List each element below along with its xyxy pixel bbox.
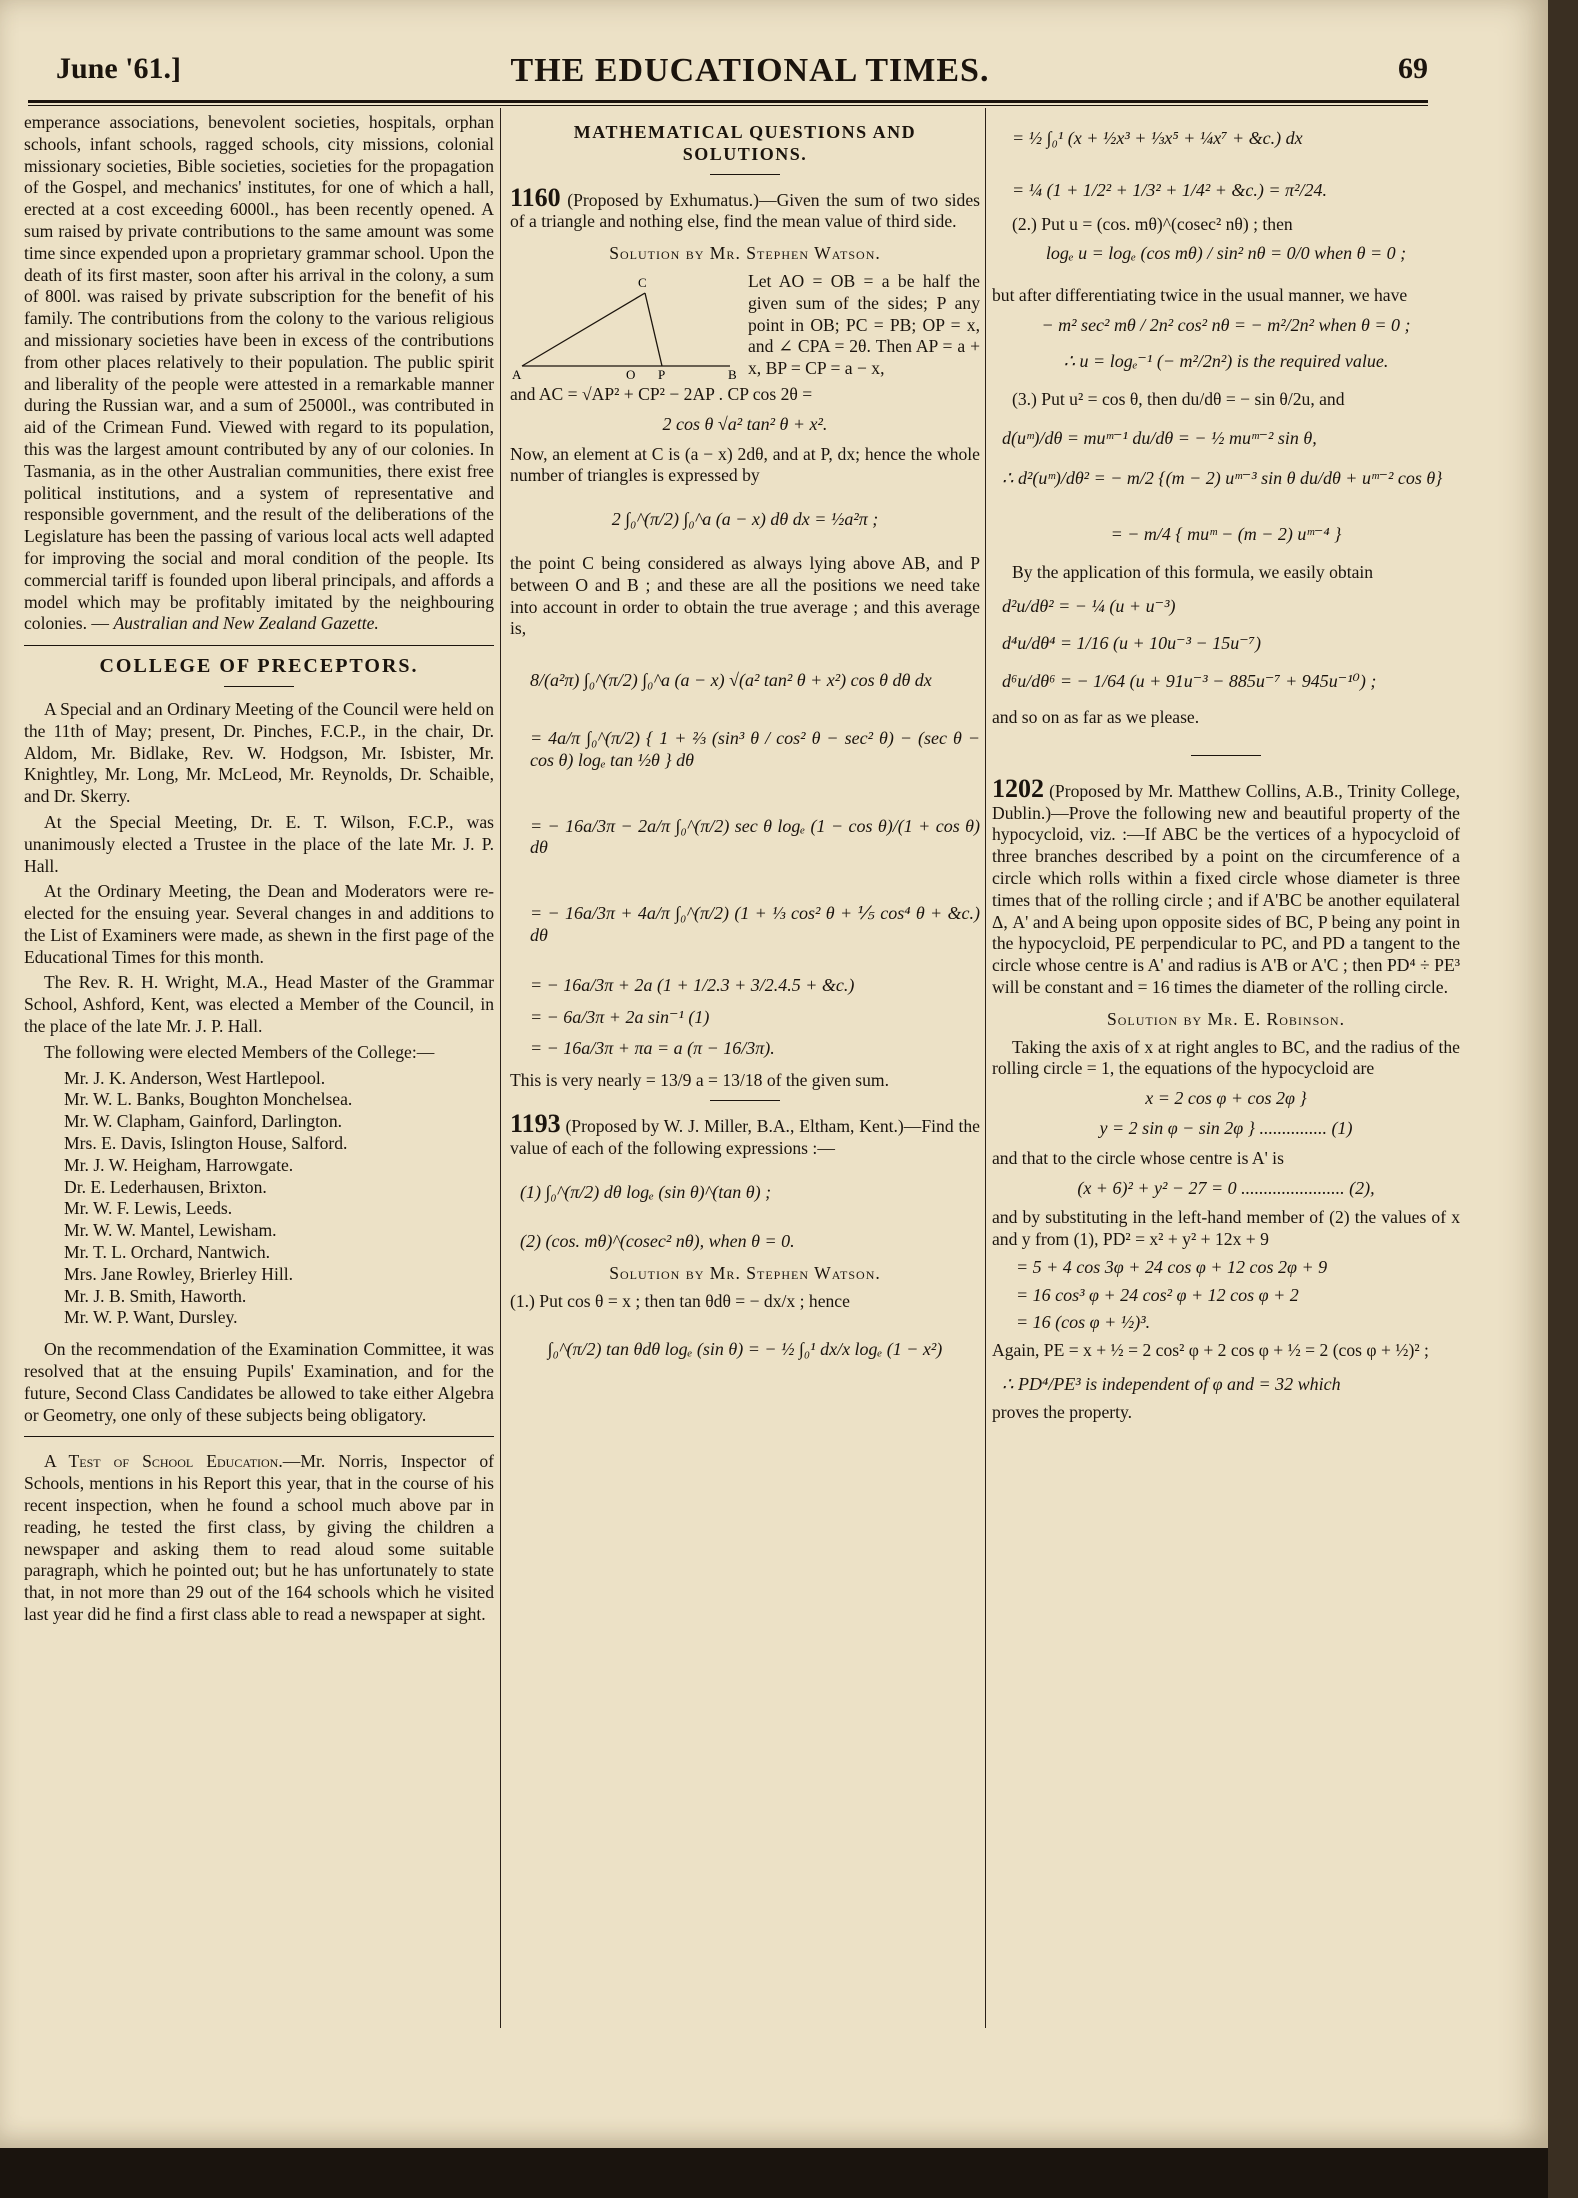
college-paragraph-4: The Rev. R. H. Wright, M.A., Head Master of the Grammar School, Ashford, Kent, was elected a Member of the Council, in the place of the late Mr. J. P. Hall. — [24, 972, 494, 1037]
equation: (1) ∫₀^(π/2) dθ logₑ (sin θ)^(tan θ) ; — [520, 1181, 772, 1202]
equation: = ¼ (1 + 1/2² + 1/3² + 1/4² + &c.) = π²/24. — [1012, 179, 1327, 200]
solution-text: and so on as far as we please. — [992, 706, 1200, 727]
college-paragraph-5: The following were elected Members of the College:— — [44, 1041, 435, 1062]
solution-text: (2.) Put u = (cos. mθ)^(cosec² nθ) ; then — [1012, 213, 1293, 234]
equation: = 16 cos³ φ + 24 cos² φ + 12 cos φ + 2 — [1016, 1284, 1299, 1305]
column-divider-2 — [985, 108, 986, 2028]
label-a: A — [512, 366, 522, 381]
solution-text: Taking the axis of x at right angles to BC, and the radius of the rolling circle = 1, the equations of the hypocycloid are — [992, 1036, 1460, 1079]
college-paragraph-1: A Special and an Ordinary Meeting of the Council were held on the 11th of May; present, Dr. Pinches, F.C.P., in the chair, Dr. Aldom, Mr. Bidlake, Rev. W. Hodgson, Mr. Isbister, Mr. Knightley, Mr. Long, Mr. McLeod, Mr. Reynolds, Dr. Schaible, and Dr. Skerry. — [24, 698, 494, 807]
equation: = − 6a/3π + 2a sin⁻¹ (1) — [530, 1006, 710, 1027]
equation: y = 2 sin φ − sin 2φ } ............... (1) — [1099, 1117, 1353, 1138]
solution-text: Now, an element at C is (a − x) 2dθ, and at P, dx; hence the whole number of triangles is expressed by — [510, 443, 980, 486]
page-number: 69 — [1398, 52, 1428, 85]
list-item: Mr. J. W. Heigham, Harrowgate. — [64, 1154, 294, 1175]
question-1160: 1160 (Proposed by Exhumatus.)—Given the sum of two sides of a triangle and nothing else, find the mean value of third side. — [510, 182, 981, 232]
equation: logₑ u = logₑ (cos mθ) / sin² nθ = 0/0 when θ = 0 ; — [1045, 243, 1407, 264]
equation: = 4a/π ∫₀^(π/2) { 1 + ⅔ (sin³ θ / cos² θ − sec² θ) − (sec θ − cos θ) logₑ tan ½θ } dθ — [530, 727, 980, 770]
label-c: C — [638, 274, 647, 290]
equation: = − m/4 { muᵐ − (m − 2) uᵐ⁻⁴ } — [1110, 523, 1342, 544]
page-edge-bottom — [0, 2148, 1548, 2198]
short-rule — [224, 686, 294, 687]
solution-text: Let AO = OB = a be half the given sum of the sides; P any point in OB; PC = PB; OP = x, and ∠ CPA = 2θ. Then AP = a + x, BP = CP = a − x, — [748, 270, 980, 379]
triangle-diagram — [510, 271, 740, 381]
column-divider-1 — [500, 108, 501, 2028]
solution-heading: Solution by Mr. Stephen Watson. — [609, 243, 881, 264]
equation: ∴ PD⁴/PE³ is independent of φ and = 32 which — [1002, 1374, 1341, 1395]
column-3 — [992, 112, 1460, 1428]
equation: = − 16a/3π − 2a/π ∫₀^(π/2) sec θ logₑ (1 − cos θ)/(1 + cos θ) dθ — [530, 815, 980, 858]
list-item: Mr. J. B. Smith, Haworth. — [64, 1285, 247, 1306]
solution-text: the point C being considered as always lying above AB, and P between O and B ; and these are all the positions we need take into account in order to obtain the true average ; and this average is, — [510, 552, 980, 639]
solution-text: and AC = √AP² + CP² − 2AP . CP cos 2θ = — [510, 383, 813, 404]
solution-text: By the application of this formula, we easily obtain — [1012, 561, 1374, 582]
solution-text: This is very nearly = 13/9 a = 13/18 of the given sum. — [510, 1070, 889, 1091]
list-item: Mr. W. Clapham, Gainford, Darlington. — [64, 1111, 343, 1132]
short-rule — [1191, 755, 1261, 756]
equation: 2 ∫₀^(π/2) ∫₀^a (a − x) dθ dx = ½a²π ; — [611, 509, 879, 530]
equation: 2 cos θ √a² tan² θ + x². — [662, 413, 828, 434]
equation: ∴ u = logₑ⁻¹ (− m²/2n²) is the required value. — [1063, 350, 1389, 371]
list-item: Mr. W. P. Want, Dursley. — [64, 1307, 238, 1328]
label-p: P — [658, 366, 666, 381]
solution-heading: Solution by Mr. Stephen Watson. — [609, 1263, 881, 1284]
list-item: Mr. W. L. Banks, Boughton Monchelsea. — [64, 1089, 353, 1110]
section-rule — [24, 645, 494, 646]
equation: d(uᵐ)/dθ = muᵐ⁻¹ du/dθ = − ½ muᵐ⁻² sin θ, — [1002, 428, 1317, 449]
header-rule — [28, 100, 1428, 103]
list-item: Dr. E. Lederhausen, Brixton. — [64, 1176, 267, 1197]
solution-text: and that to the circle whose centre is A' is — [992, 1147, 1284, 1168]
publication-title: THE EDUCATIONAL TIMES. — [510, 52, 990, 89]
equation: d⁶u/dθ⁶ = − 1/64 (u + 91u⁻³ − 885u⁻⁷ + 945u⁻¹⁰) ; — [1002, 671, 1377, 692]
equation: = − 16a/3π + 4a/π ∫₀^(π/2) (1 + ⅓ cos² θ + ⅕ cos⁴ θ + &c.) dθ — [530, 903, 980, 945]
list-item: Mr. J. K. Anderson, West Hartlepool. — [64, 1067, 326, 1088]
equation: d⁴u/dθ⁴ = 1/16 (u + 10u⁻³ − 15u⁻⁷) — [1002, 633, 1261, 654]
list-item: Mrs. Jane Rowley, Brierley Hill. — [64, 1263, 294, 1284]
label-o: O — [626, 366, 636, 381]
equation: = 5 + 4 cos 3φ + 24 cos φ + 12 cos 2φ + 9 — [1016, 1256, 1328, 1277]
equation: = − 16a/3π + 2a (1 + 1/2.3 + 3/2.4.5 + &c.) — [530, 974, 855, 995]
school-test-paragraph: A Test of School Education.—Mr. Norris, Inspector of Schools, mentions in his Report this year, that in the course of his recent inspection, when he found a school much above par in reading, he tested the first class, by giving the children a newspaper and asking them to read aloud some suitable paragraph, which he pointed out; but he has unfortunately to state that, in not more than 29 out of the 164 schools which he visited last year did he find a first class able to read a newspaper at sight. — [24, 1451, 494, 1624]
equation: = − 16a/3π + πa = a (π − 16/3π). — [530, 1038, 775, 1059]
equation: (2) (cos. mθ)^(cosec² nθ), when θ = 0. — [520, 1231, 795, 1252]
solution-text: (3.) Put u² = cos θ, then du/dθ = − sin θ/2u, and — [1012, 388, 1345, 409]
solution-text: (1.) Put cos θ = x ; then tan θdθ = − dx/x ; hence — [510, 1290, 850, 1311]
solution-text: Again, PE = x + ½ = 2 cos² φ + 2 cos φ + ½ = 2 (cos φ + ½)² ; — [992, 1340, 1429, 1361]
list-item: Mr. T. L. Orchard, Nantwich. — [64, 1242, 271, 1263]
member-list — [24, 1068, 494, 1330]
page-header — [50, 52, 1450, 92]
solution-text: and by substituting in the left-hand member of (2) the values of x and y from (1), PD² = x² + y² + 12x + 9 — [992, 1207, 1460, 1250]
issue-date: June '61.] — [56, 52, 182, 85]
equation: ∫₀^(π/2) tan θdθ logₑ (sin θ) = − ½ ∫₀¹ dx/x logₑ (1 − x²) — [547, 1338, 943, 1359]
equation: ∴ d²(uᵐ)/dθ² = − m/2 {(m − 2) uᵐ⁻³ sin θ du/dθ + uᵐ⁻² cos θ} — [1002, 468, 1443, 489]
solution-heading: Solution by Mr. E. Robinson. — [1106, 1008, 1346, 1029]
page-edge-right — [1548, 0, 1578, 2198]
equation: = 16 (cos φ + ½)³. — [1016, 1312, 1151, 1333]
header-rule-thin — [28, 105, 1428, 106]
equation: − m² sec² mθ / 2n² cos² nθ = − m²/2n² when θ = 0 ; — [1041, 314, 1411, 335]
section-rule — [24, 1436, 494, 1437]
short-rule — [710, 174, 780, 175]
question-1193: 1193 (Proposed by W. J. Miller, B.A., Eltham, Kent.)—Find the value of each of the following expressions :— — [510, 1108, 980, 1158]
list-item: Mr. W. W. Mantel, Lewisham. — [64, 1220, 277, 1241]
label-b: B — [728, 366, 737, 381]
solution-text: proves the property. — [992, 1401, 1133, 1422]
list-item: Mr. W. F. Lewis, Leeds. — [64, 1198, 233, 1219]
list-item: Mrs. E. Davis, Islington House, Salford. — [64, 1133, 348, 1154]
column-1 — [24, 112, 494, 1630]
equation: (x + 6)² + y² − 27 = 0 ....................... (2), — [1077, 1177, 1375, 1198]
solution-text: but after differentiating twice in the usual manner, we have — [992, 285, 1408, 306]
equation: x = 2 cos φ + cos 2φ } — [1145, 1088, 1307, 1109]
column-2 — [510, 112, 980, 1368]
college-paragraph-6: On the recommendation of the Examination Committee, it was resolved that at the ensuing Pupils' Examination, and for the future, Second Class Candidates be allowed to take either Algebra or Geometry, one only of these subjects being obligatory. — [24, 1339, 494, 1425]
gazette-paragraph: emperance associations, benevolent societies, hospitals, orphan schools, infant schools, ragged schools, city missions, colonial missionary societies, Bible societies, societies for the propagation of the Gospel, and mechanics' institutes, for one of which a hall, erected at a cost exceeding 6000l., has been recently opened. A sum raised by private contributions to the same amount was some time since expended upon a proprietary grammar school. Upon the death of its first master, soon after his arrival in the colony, a sum of 800l. was raised by private subscription for the benefit of his family. The contributions from the colony to the various religious and missionary societies have been in excess of the contributions from other places relatively to their population. The public spirit and liberality of the people were attested in a remarkable manner during the Russian war, and a sum of 25000l., was contributed in aid of the Crimean Fund. Viewed with regard to its population, this was the largest amount contributed by any of our colonies. In Tasmania, as in the other Australian communities, there exist free political institutions, and a system of representative and responsible government, and the result of the deliberations of the Legislature has been the passing of various local acts well adapted for improving the social and moral condition of the people. Its commercial tariff is founded upon liberal principals, and affords a model which may be profitably imitated by the neighbouring colonies. — Australian and New Zealand Gazette. — [24, 112, 494, 634]
college-heading: COLLEGE OF PRECEPTORS. — [99, 655, 419, 678]
college-paragraph-3: At the Ordinary Meeting, the Dean and Moderators were re-elected for the ensuing year. Several changes in and additions to the List of Examiners were made, as shewn in the first page of the Educational Times for this month. — [24, 881, 494, 967]
question-1202: 1202 (Proposed by Mr. Matthew Collins, A.B., Trinity College, Dublin.)—Prove the following new and beautiful property of the hypocycloid, viz. :—If ABC be the vertices of a hypocycloid of three branches described by a point on the circumference of a circle which rolls within a fixed circle whose diameter is three times that of the rolling circle ; and if A'BC be another equilateral Δ, A' and A being upon opposite sides of BC, P being any point in the hypocycloid, PE perpendicular to PC, and PD a tangent to the circle whose centre is A' and radius is A'B or A'C ; then PD⁴ ÷ PE³ will be constant and = 16 times the diameter of the rolling circle. — [992, 773, 1460, 997]
college-paragraph-2: At the Special Meeting, Dr. E. T. Wilson, F.C.P., was unanimously elected a Trustee in the place of the late Mr. J. P. Hall. — [24, 811, 494, 876]
equation: = ½ ∫₀¹ (x + ½x³ + ⅓x⁵ + ¼x⁷ + &c.) dx — [1012, 128, 1303, 148]
short-rule — [710, 1100, 780, 1101]
equation: 8/(a²π) ∫₀^(π/2) ∫₀^a (a − x) √(a² tan² θ + x²) cos θ dθ dx — [530, 670, 932, 691]
equation: d²u/dθ² = − ¼ (u + u⁻³) — [1002, 595, 1176, 616]
math-section-heading: MATHEMATICAL QUESTIONS AND SOLUTIONS. — [573, 122, 917, 164]
